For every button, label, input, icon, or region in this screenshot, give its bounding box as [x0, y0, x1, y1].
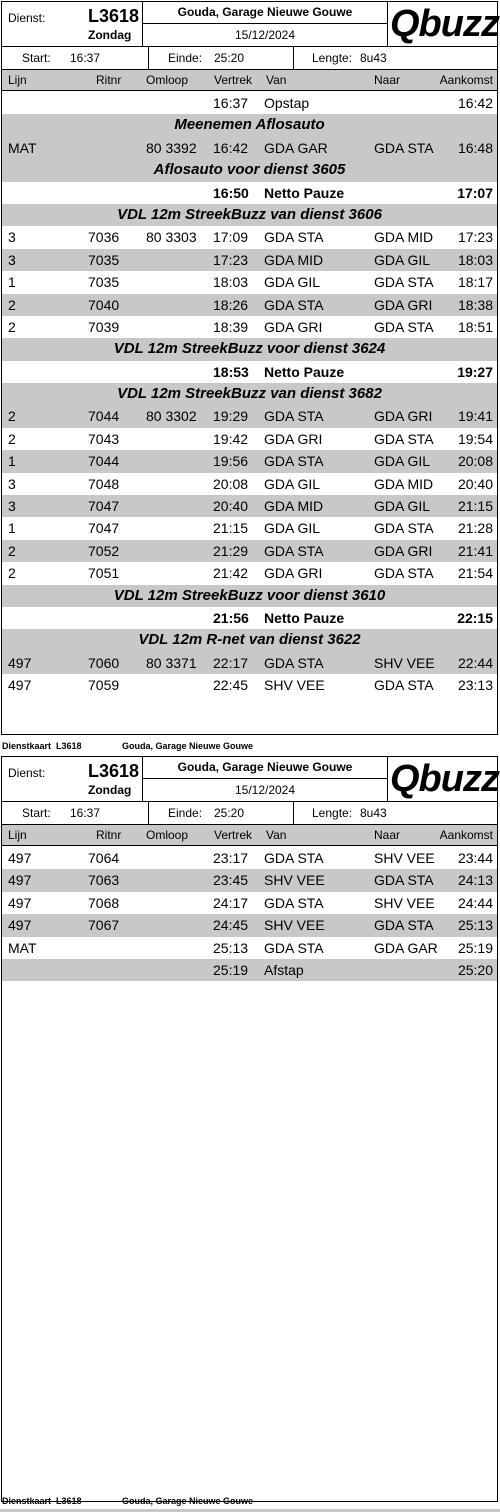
trip-departure: 22:45	[213, 677, 249, 694]
dienstkaart-page-2	[0, 755, 500, 1512]
garage-name: Gouda, Garage Nieuwe Gouwe	[143, 757, 387, 779]
pause-end: 17:07	[457, 184, 493, 201]
trip-from: GDA GAR	[264, 139, 328, 156]
trip-line: 497	[8, 677, 32, 694]
trip-arrival: 25:19	[457, 939, 493, 956]
trip-number: 7060	[88, 654, 120, 671]
trip-from: GDA GRI	[264, 430, 323, 447]
section-title: VDL 12m StreekBuzz van dienst 3682	[117, 385, 382, 403]
trip-number: 7063	[88, 872, 120, 889]
trip-from: GDA MID	[264, 498, 324, 515]
trip-omloop: 80 3303	[146, 229, 197, 246]
trip-row	[2, 869, 497, 891]
trip-to: GDA STA	[374, 677, 434, 694]
trip-arrival: 21:41	[457, 542, 493, 559]
col-van: Van	[266, 73, 287, 87]
trip-arrival: 25:13	[457, 917, 493, 934]
trip-arrival: 24:44	[457, 894, 493, 911]
trip-line: 3	[8, 229, 16, 246]
trip-departure: 17:23	[213, 251, 249, 268]
trip-arrival: 20:40	[457, 475, 493, 492]
trip-arrival: 19:54	[457, 430, 493, 447]
trip-row	[2, 271, 497, 293]
trip-from: GDA GIL	[264, 520, 321, 537]
footer-label: Dienstkaart	[2, 1496, 52, 1506]
trip-row	[2, 405, 497, 427]
pause-row	[2, 607, 497, 629]
trip-row	[2, 92, 497, 114]
trip-from: GDA STA	[264, 894, 324, 911]
trip-departure: 19:56	[213, 453, 249, 470]
end-time: 25:20	[214, 806, 245, 820]
footer-code: L3618	[56, 741, 82, 751]
start-time: 16:37	[70, 806, 101, 820]
trip-line: 497	[8, 654, 32, 671]
section-header-row	[2, 585, 497, 607]
col-ritnr: Ritnr	[96, 73, 122, 87]
trip-to: GDA GAR	[374, 939, 438, 956]
trip-row	[2, 316, 497, 338]
trip-arrival: 17:23	[457, 229, 493, 246]
trip-number: 7059	[88, 677, 120, 694]
trip-to: SHV VEE	[374, 894, 435, 911]
trip-to: GDA STA	[374, 318, 434, 335]
trip-line: 3	[8, 251, 16, 268]
trip-row	[2, 517, 497, 539]
trip-line: 3	[8, 475, 16, 492]
pause-label: Netto Pauze	[264, 184, 345, 201]
trip-from: GDA MID	[264, 251, 324, 268]
trip-arrival: 22:44	[457, 654, 493, 671]
section-title: Meenemen Aflosauto	[174, 116, 325, 134]
trip-to: GDA GIL	[374, 498, 431, 515]
trip-row	[2, 540, 497, 562]
trip-row	[2, 652, 497, 674]
trip-arrival: 21:28	[457, 520, 493, 537]
pause-label: Netto Pauze	[264, 363, 345, 380]
col-lijn: Lijn	[8, 828, 27, 842]
qbuzz-logo: Qbuzz	[390, 3, 499, 45]
qbuzz-logo: Qbuzz	[390, 758, 499, 800]
trip-arrival: 23:44	[457, 850, 493, 866]
trip-number: 7044	[88, 408, 120, 425]
section-header-row	[2, 204, 497, 226]
footer-label: Dienstkaart	[2, 741, 52, 751]
trip-departure: 17:09	[213, 229, 249, 246]
pause-end: 19:27	[457, 363, 493, 380]
schedule-rows	[2, 92, 497, 697]
trip-row	[2, 473, 497, 495]
trip-number: 7051	[88, 565, 120, 582]
trip-arrival: 19:41	[457, 408, 493, 425]
col-lijn: Lijn	[8, 73, 27, 87]
page-footer	[2, 1496, 254, 1506]
col-vertrek: Vertrek	[214, 828, 253, 842]
column-header-row	[2, 825, 497, 846]
trip-number: 7064	[88, 850, 120, 866]
duty-card	[1, 756, 498, 1502]
trip-row	[2, 674, 497, 696]
trip-arrival: 18:38	[457, 296, 493, 313]
trip-from: GDA GIL	[264, 274, 321, 291]
trip-to: GDA GIL	[374, 453, 431, 470]
trip-from: GDA GRI	[264, 318, 323, 335]
start-time: 16:37	[70, 51, 101, 65]
trip-departure: 19:42	[213, 430, 249, 447]
trip-row	[2, 249, 497, 271]
trip-to: GDA STA	[374, 274, 434, 291]
trip-line: 1	[8, 520, 16, 537]
trip-from: SHV VEE	[264, 917, 325, 934]
trip-from: GDA STA	[264, 939, 324, 956]
end-label: Einde:	[168, 806, 203, 820]
trip-departure: 21:15	[213, 520, 249, 537]
section-header-row	[2, 629, 497, 651]
trip-line: 497	[8, 917, 32, 934]
service-date: 15/12/2024	[234, 783, 296, 797]
trip-from: Opstap	[264, 95, 310, 111]
trip-number: 7044	[88, 453, 120, 470]
trip-line: 2	[8, 408, 16, 425]
trip-departure: 24:17	[213, 894, 249, 911]
col-omloop: Omloop	[146, 73, 189, 87]
trip-row	[2, 450, 497, 472]
schedule-rows	[2, 847, 497, 981]
col-ritnr: Ritnr	[96, 828, 122, 842]
pause-row	[2, 182, 497, 204]
trip-to: GDA MID	[374, 229, 434, 246]
trip-row	[2, 226, 497, 248]
trip-departure: 22:17	[213, 654, 249, 671]
trip-from: GDA GIL	[264, 475, 321, 492]
trip-arrival: 18:51	[457, 318, 493, 335]
trip-to: SHV VEE	[374, 654, 435, 671]
trip-line: 497	[8, 850, 32, 866]
dienst-code: L3618	[88, 6, 140, 26]
section-header-row	[2, 338, 497, 360]
col-aankomst: Aankomst	[439, 73, 493, 87]
trip-from: Afstap	[264, 961, 304, 978]
end-time: 25:20	[214, 51, 245, 65]
pause-end: 22:15	[457, 609, 493, 626]
trip-number: 7035	[88, 251, 120, 268]
section-title: VDL 12m R-net van dienst 3622	[138, 631, 361, 649]
trip-line: 2	[8, 542, 16, 559]
trip-from: GDA STA	[264, 654, 324, 671]
trip-omloop: 80 3302	[146, 408, 197, 425]
length-value: 8u43	[360, 51, 387, 65]
trip-line: MAT	[8, 939, 37, 956]
col-omloop: Omloop	[146, 828, 189, 842]
dienst-label: Dienst:	[8, 11, 46, 25]
trip-line: 2	[8, 430, 16, 447]
trip-omloop: 80 3371	[146, 654, 197, 671]
trip-row	[2, 562, 497, 584]
trip-number: 7048	[88, 475, 120, 492]
section-title: VDL 12m StreekBuzz voor dienst 3624	[113, 340, 386, 358]
trip-departure: 18:03	[213, 274, 249, 291]
trip-number: 7047	[88, 520, 120, 537]
trip-from: GDA STA	[264, 542, 324, 559]
trip-from: GDA STA	[264, 453, 324, 470]
service-date: 15/12/2024	[234, 28, 296, 42]
garage-name: Gouda, Garage Nieuwe Gouwe	[143, 2, 387, 24]
trip-arrival: 16:42	[457, 95, 493, 111]
day-label: Zondag	[88, 28, 132, 42]
col-aankomst: Aankomst	[439, 828, 493, 842]
trip-line: 3	[8, 498, 16, 515]
trip-from: GDA STA	[264, 408, 324, 425]
trip-arrival: 25:20	[457, 961, 493, 978]
trip-omloop: 80 3392	[146, 139, 197, 156]
card-header	[2, 2, 497, 47]
duty-card	[1, 1, 498, 735]
trip-departure: 20:08	[213, 475, 249, 492]
trip-departure: 25:13	[213, 939, 249, 956]
dienst-code: L3618	[88, 761, 140, 781]
section-title: Aflosauto voor dienst 3605	[153, 161, 346, 179]
trip-from: GDA GRI	[264, 565, 323, 582]
trip-arrival: 16:48	[457, 139, 493, 156]
pause-start: 21:56	[213, 609, 249, 626]
trip-row	[2, 892, 497, 914]
trip-number: 7052	[88, 542, 120, 559]
trip-to: GDA MID	[374, 475, 434, 492]
column-header-row	[2, 70, 497, 91]
trip-row	[2, 495, 497, 517]
trip-from: SHV VEE	[264, 872, 325, 889]
pause-start: 18:53	[213, 363, 249, 380]
trip-arrival: 18:03	[457, 251, 493, 268]
trip-number: 7043	[88, 430, 120, 447]
trip-departure: 18:26	[213, 296, 249, 313]
trip-departure: 23:17	[213, 850, 249, 866]
dienst-label: Dienst:	[8, 766, 46, 780]
trip-from: GDA STA	[264, 850, 324, 866]
trip-to: GDA GRI	[374, 296, 433, 313]
length-value: 8u43	[360, 806, 387, 820]
trip-from: GDA STA	[264, 229, 324, 246]
trip-number: 7067	[88, 917, 120, 934]
footer-garage: Gouda, Garage Nieuwe Gouwe	[122, 741, 254, 751]
trip-row	[2, 847, 497, 869]
day-label: Zondag	[88, 783, 132, 797]
length-label: Lengte:	[312, 51, 353, 65]
trip-to: GDA GIL	[374, 251, 431, 268]
trip-departure: 19:29	[213, 408, 249, 425]
trip-number: 7035	[88, 274, 120, 291]
trip-row	[2, 294, 497, 316]
garage-date-box	[142, 757, 388, 801]
trip-departure: 24:45	[213, 917, 249, 934]
section-title: VDL 12m StreekBuzz van dienst 3606	[117, 205, 382, 223]
card-header	[2, 757, 497, 802]
trip-number: 7047	[88, 498, 120, 515]
trip-to: GDA GRI	[374, 408, 433, 425]
trip-line: 2	[8, 318, 16, 335]
duty-times-bar	[2, 802, 497, 825]
trip-to: GDA STA	[374, 430, 434, 447]
pause-row	[2, 361, 497, 383]
trip-line: 2	[8, 296, 16, 313]
length-label: Lengte:	[312, 806, 353, 820]
trip-departure: 16:42	[213, 139, 249, 156]
footer-garage: Gouda, Garage Nieuwe Gouwe	[122, 1496, 254, 1506]
trip-departure: 25:19	[213, 961, 249, 978]
section-header-row	[2, 159, 497, 181]
trip-line: 497	[8, 894, 32, 911]
trip-number: 7039	[88, 318, 120, 335]
trip-row	[2, 959, 497, 981]
trip-to: GDA STA	[374, 917, 434, 934]
trip-arrival: 24:13	[457, 872, 493, 889]
trip-row	[2, 137, 497, 159]
trip-to: GDA STA	[374, 139, 434, 156]
trip-number: 7036	[88, 229, 120, 246]
trip-departure: 20:40	[213, 498, 249, 515]
trip-row	[2, 428, 497, 450]
col-van: Van	[266, 828, 287, 842]
start-label: Start:	[22, 806, 51, 820]
end-label: Einde:	[168, 51, 203, 65]
trip-arrival: 21:15	[457, 498, 493, 515]
trip-number: 7068	[88, 894, 120, 911]
trip-departure: 21:29	[213, 542, 249, 559]
trip-to: GDA STA	[374, 872, 434, 889]
trip-arrival: 18:17	[457, 274, 493, 291]
col-vertrek: Vertrek	[214, 73, 253, 87]
duty-times-bar	[2, 47, 497, 70]
col-naar: Naar	[374, 828, 401, 842]
trip-line: MAT	[8, 139, 37, 156]
trip-to: GDA GRI	[374, 542, 433, 559]
page-footer	[2, 741, 254, 751]
col-naar: Naar	[374, 73, 401, 87]
trip-arrival: 20:08	[457, 453, 493, 470]
garage-date-box	[142, 2, 388, 46]
trip-departure: 16:37	[213, 95, 249, 111]
section-header-row	[2, 114, 497, 136]
trip-row	[2, 914, 497, 936]
start-label: Start:	[22, 51, 51, 65]
trip-line: 2	[8, 565, 16, 582]
trip-to: GDA STA	[374, 565, 434, 582]
trip-row	[2, 937, 497, 959]
section-title: VDL 12m StreekBuzz voor dienst 3610	[113, 586, 386, 604]
trip-number: 7040	[88, 296, 120, 313]
trip-arrival: 23:13	[457, 677, 493, 694]
footer-code: L3618	[56, 1496, 82, 1506]
trip-to: GDA STA	[374, 520, 434, 537]
trip-from: GDA STA	[264, 296, 324, 313]
trip-departure: 21:42	[213, 565, 249, 582]
trip-line: 1	[8, 453, 16, 470]
pause-start: 16:50	[213, 184, 249, 201]
trip-line: 497	[8, 872, 32, 889]
trip-departure: 23:45	[213, 872, 249, 889]
trip-to: SHV VEE	[374, 850, 435, 866]
trip-from: SHV VEE	[264, 677, 325, 694]
trip-arrival: 21:54	[457, 565, 493, 582]
pause-label: Netto Pauze	[264, 609, 345, 626]
dienstkaart-page-1	[0, 0, 500, 755]
trip-line: 1	[8, 274, 16, 291]
trip-departure: 18:39	[213, 318, 249, 335]
section-header-row	[2, 383, 497, 405]
